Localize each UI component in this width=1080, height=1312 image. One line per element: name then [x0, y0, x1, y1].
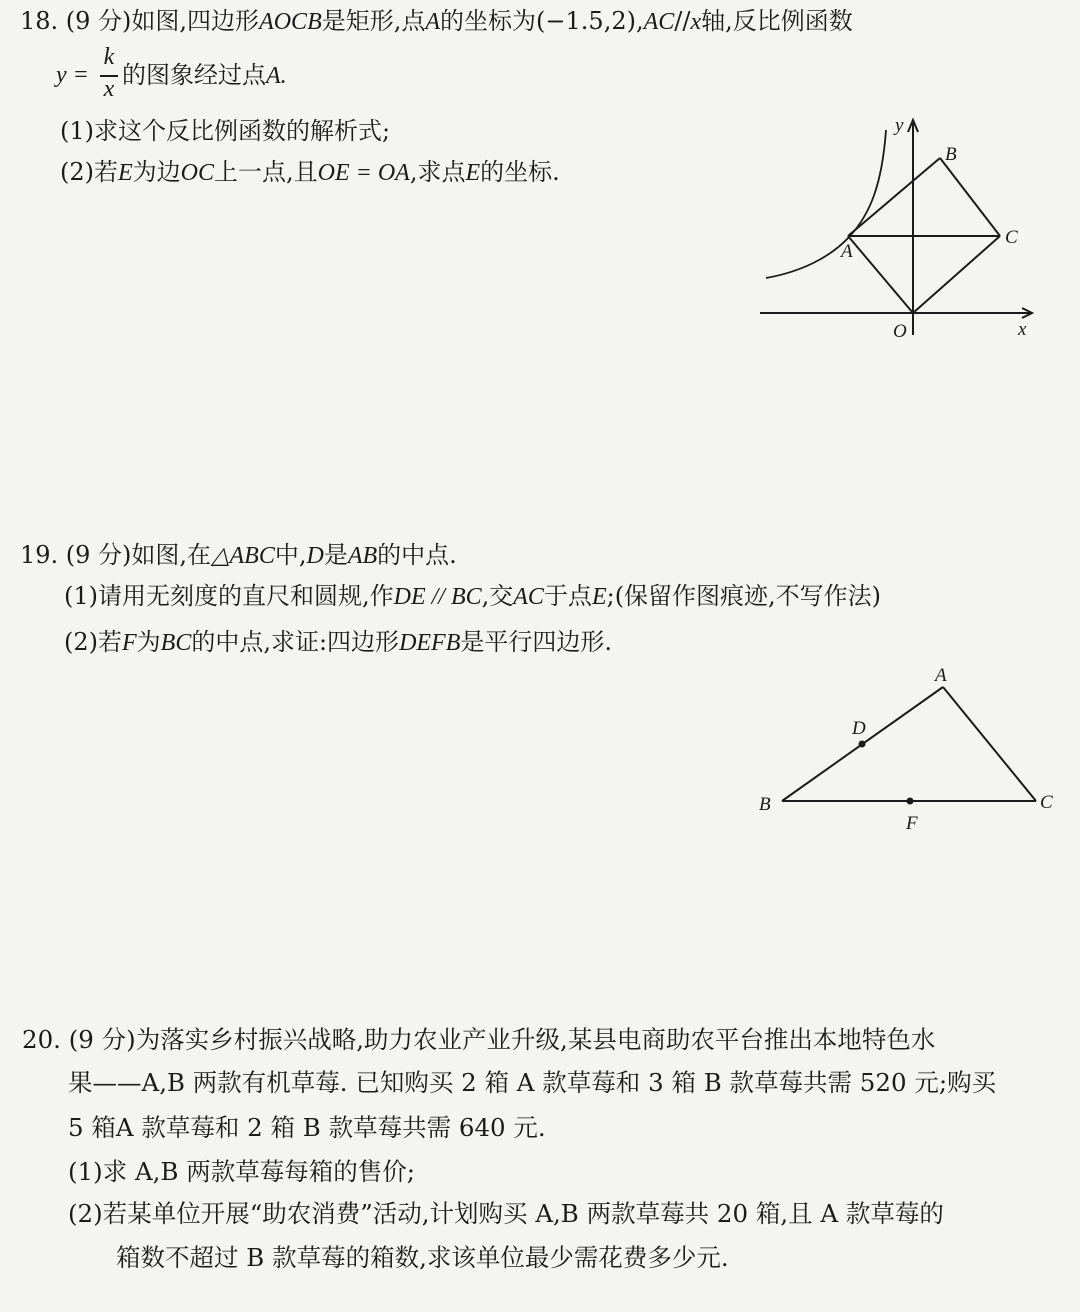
q20-line2: 果——A,B 两款有机草莓. 已知购买 2 箱 A 款草莓和 3 箱 B 款草莓共需 520 元;购买 [68, 1068, 997, 1097]
q20-part1: (1)求 A,B 两款草莓每箱的售价; [68, 1157, 416, 1186]
label-C: C [1005, 227, 1018, 248]
point-F [907, 798, 914, 805]
q19-part2: (2)若F为BC的中点,求证:四边形DEFB是平行四边形. [64, 628, 613, 656]
segment-AC [943, 687, 1036, 801]
q19-line1: 19. (9 分)如图,在△ABC中,D是AB的中点. [20, 541, 457, 569]
label-C: C [1040, 792, 1053, 813]
q18-part1: (1)求这个反比例函数的解析式; [60, 117, 391, 145]
q18-line2-tail: 的图象经过点A. [122, 61, 287, 89]
q20-line1: 20. (9 分)为落实乡村振兴战略,助力农业产业升级,某县电商助农平台推出本地特色水 [22, 1025, 936, 1054]
point-D [859, 741, 866, 748]
label-B: B [945, 144, 957, 165]
label-y: y [895, 115, 904, 136]
q18-line1: 18. (9 分)如图,四边形AOCB是矩形,点A的坐标为(−1.5,2),AC//x轴,反比例函数 [20, 7, 853, 35]
q20-part2-line1: (2)若某单位开展“助农消费”活动,计划购买 A,B 两款草莓共 20 箱,且 A 款草莓的 [68, 1199, 944, 1228]
label-x: x [1018, 319, 1027, 340]
label-B: B [759, 794, 771, 815]
label-A: A [841, 241, 853, 262]
label-D: D [852, 718, 866, 739]
q18-coordinate: −1.5,2), [545, 7, 644, 35]
q18-part2: (2)若E为边OC上一点,且OE = OA,求点E的坐标. [60, 158, 560, 186]
q20-line3: 5 箱A 款草莓和 2 箱 B 款草莓共需 640 元. [68, 1113, 546, 1142]
label-O: O [893, 321, 907, 342]
q18-y-equals: y = [56, 62, 89, 88]
q18-fraction-denominator: x [103, 76, 115, 102]
label-F: F [906, 813, 918, 834]
q18-fraction-numerator: k [103, 44, 115, 70]
q20-part2-line2: 箱数不超过 B 款草莓的箱数,求该单位最少需花费多少元. [116, 1243, 729, 1272]
q19-part1: (1)请用无刻度的直尺和圆规,作DE // BC,交AC于点E;(保留作图痕迹,不写作法) [64, 582, 882, 610]
label-A: A [935, 665, 947, 686]
q18-header: 18. (9 分)如图,四边形 [20, 7, 260, 35]
